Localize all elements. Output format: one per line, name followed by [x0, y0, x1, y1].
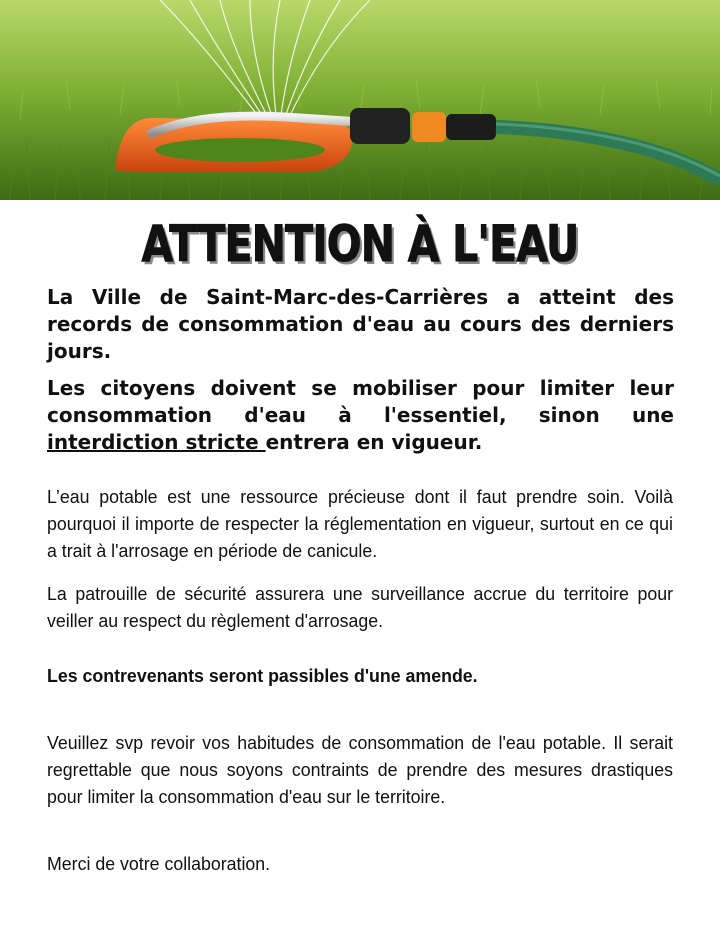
closing-thanks: Merci de votre collaboration.	[47, 853, 271, 874]
lead-paragraph-1: La Ville de Saint-Marc-des-Carrières a atteint des records de consommation d'eau au cours des derniers jours.	[47, 285, 674, 363]
notice-content	[0, 284, 720, 877]
hero-image	[0, 0, 720, 200]
fine-warning: Les contrevenants seront passibles d'une amende.	[47, 665, 478, 686]
sprinkler-illustration	[0, 0, 720, 200]
body-paragraph-4: Veuillez svp revoir vos habitudes de consommation de l'eau potable. Il serait regrettable que nous soyons contraints de prendre des mesures drastiques pour limiter la consommation d'eau sur le territoire.	[47, 732, 673, 807]
lead-text-before: Les citoyens doivent se mobiliser pour limiter leur consommation d'eau à l'essentiel, sinon une	[47, 376, 674, 427]
body-paragraph-1: L’eau potable est une ressource précieuse dont il faut prendre soin. Voilà pourquoi il importe de respecter la réglementation en vigueur, surtout en ce qui a trait à l'arrosage en période de canicule.	[47, 486, 673, 561]
lead-paragraph-2	[47, 375, 674, 456]
lead-text-after: entrera en vigueur.	[265, 430, 483, 454]
body-paragraph-2: La patrouille de sécurité assurera une surveillance accrue du territoire pour veiller au respect du règlement d'arrosage.	[47, 583, 673, 631]
strict-ban-emphasis: interdiction stricte	[47, 430, 266, 454]
page-title: ATTENTION À L'EAU	[141, 215, 579, 273]
